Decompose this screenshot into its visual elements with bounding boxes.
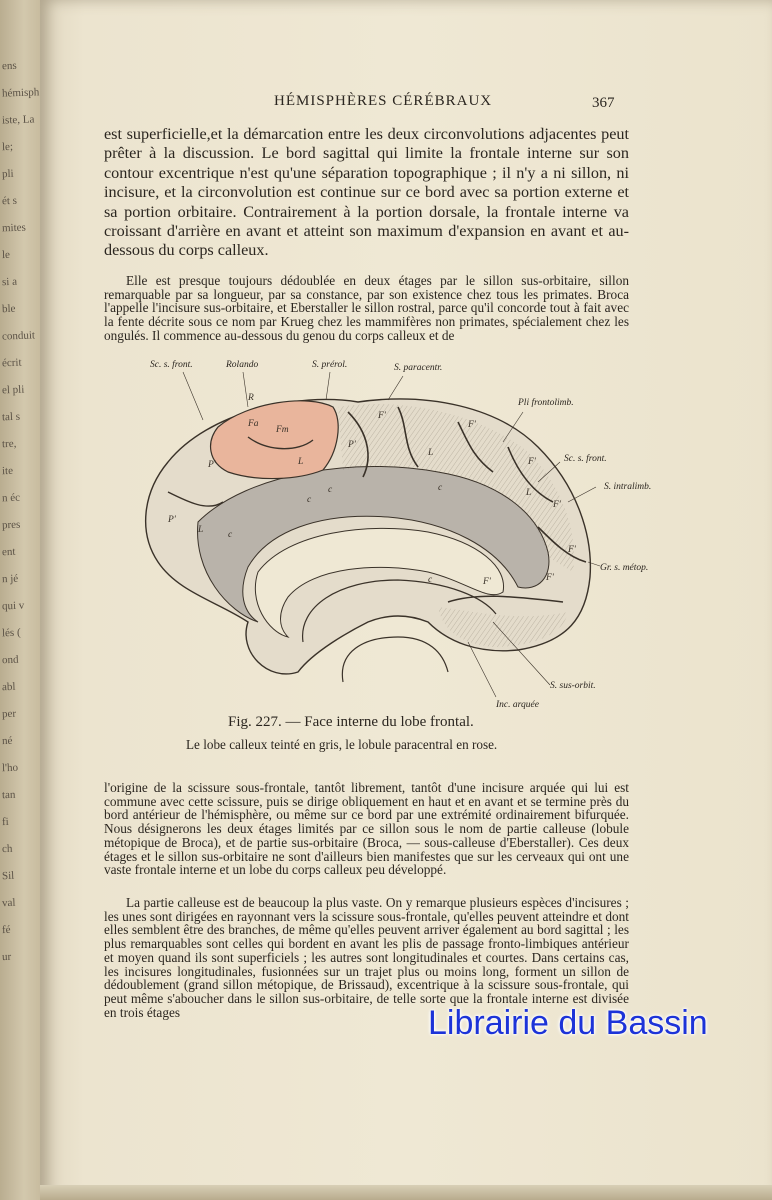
label-s-intralimb: S. intralimb. — [604, 482, 652, 492]
label-inc-arquee: Inc. arquée — [496, 700, 539, 710]
prev-page-fragment: tan — [1, 788, 16, 802]
figure-letter: P' — [208, 460, 216, 470]
prev-page-fragment: ond — [1, 653, 19, 667]
book-page — [40, 0, 772, 1200]
prev-page-fragment: ur — [1, 950, 12, 964]
prev-page-fragment: per — [1, 707, 17, 721]
figure-letter: Fm — [276, 425, 289, 435]
paragraph-text: est superficielle,et la démarcation entre les deux circonvolutions adjacentes peut prêter à la discussion. Le bord sagittal qui limite la frontale interne sur son contour excentrique n'est qu'une séparation topographique ; il n'y a ni sillon, ni incisure, et la circonvolution est continue sur ce bord avec sa portion externe et sa portion orbitaire. Contrairement à la portion dorsale, la frontale interne va croissant d'arrière en avant et atteint son maximum d'expansion en avant et au-dessous du corps calleux. — [104, 125, 629, 260]
prev-page-fragment: hémisph — [1, 86, 40, 100]
brain-illustration — [98, 352, 658, 712]
label-rolando: Rolando — [226, 360, 259, 370]
prev-page-fragment: n éc — [1, 491, 21, 505]
prev-page-fragment: ens — [1, 59, 17, 73]
figure-letter: Fa — [248, 419, 259, 429]
page-bottom-edge — [40, 1185, 772, 1200]
paracentral-lobule — [211, 401, 339, 479]
prev-page-fragment: val — [1, 896, 16, 910]
figure-caption: Fig. 227. — Face interne du lobe frontal. — [228, 714, 474, 730]
opening-paragraph — [104, 125, 629, 261]
figure-letter: c — [328, 485, 333, 495]
paragraph-text: La partie calleuse est de beaucoup la plus vaste. On y remarque plusieurs espèces d'incisures ; les unes sont dirigées en rayonnant vers la scissure sous-frontale, qu'elles peuvent atteindre et dont elles semblent être des branches, de même qu'elles peuvent arriver également au bord sagittal ; les plus remarquables sont celles qui bordent en avant les plis de passage fronto-limbiques antérieur et moyen quand ils sont superficiels ; les autres sont longitudinales et courtes. Dans certains cas, les incisures longitudinales, fusionnées sur un trajet plus ou moins long, forment un sillon de dédoublement (grand sillon métopique, de Brissaud), excentrique à la scissure sous-frontale, qui peut même s'aboucher dans le sillon sus-orbitaire, de telle sorte que la frontale interne est divisée en trois étages — [104, 895, 629, 1020]
figure-letter: R — [248, 393, 254, 403]
small-print-paragraph-2 — [104, 781, 629, 877]
label-s-sus-orbit: S. sus-orbit. — [550, 681, 596, 691]
prev-page-fragment: fé — [1, 923, 11, 937]
label-sc-s-front-left: Sc. s. front. — [150, 360, 193, 370]
prev-page-fragment: mites — [1, 221, 27, 235]
label-s-paracentr: S. paracentr. — [394, 363, 443, 373]
previous-page-edge — [0, 0, 40, 1200]
prev-page-fragment: si a — [1, 275, 18, 289]
prev-page-fragment: pres — [1, 518, 21, 532]
paragraph-text: Elle est presque toujours dédoublée en deux étages par le sillon sus-orbitaire, sillon remarquable par sa longueur, par sa constance, par son existence chez tous les primates. Broca l'appelle l'incisure sus-orbitaire, et Eberstaller le sillon rostral, parce qu'il concorde tout à fait avec la fente décrite sous ce nom par Krueg chez les mammifères non primates, spécialement chez les ongulés. Il commence au-dessous du genou du corps calleux et de — [104, 273, 629, 343]
prev-page-fragment: né — [1, 734, 13, 748]
figure-letter: P' — [348, 440, 356, 450]
prev-page-fragment: le; — [1, 140, 14, 154]
prev-page-fragment: lés ( — [1, 626, 21, 640]
figure-letter: F' — [553, 500, 561, 510]
small-print-paragraph-1 — [104, 274, 629, 343]
figure-letter: F' — [528, 457, 536, 467]
figure-letter: c — [428, 575, 433, 585]
label-s-prerol: S. prérol. — [312, 360, 348, 370]
prev-page-fragment: l'ho — [1, 761, 19, 775]
prev-page-fragment: ent — [1, 545, 16, 559]
paragraph-text: l'origine de la scissure sous-frontale, tantôt librement, tantôt d'une incisure arquée qui lui est commune avec cette scissure, puis se dirige obliquement en haut et en avant et se termine près du bord antérieur de l'hémisphère, ou même sur ce bord par une extrémité ordinairement bifurquée. Nous désignerons les deux étages limités par ce sillon sous le nom de partie calleuse (lobule métopique de Broca), et de partie sus-orbitaire (Broca, — sous-calleuse d'Eberstaller). Ces deux étages et le sillon sus-orbitaire ne sont d'ailleurs bien manifestes que sur les cerveaux qui ont une vaste frontale interne et un lobe du corps calleux peu développé. — [104, 780, 629, 878]
label-sc-s-front-right: Sc. s. front. — [564, 454, 607, 464]
figure-letter: c — [307, 495, 312, 505]
figure-letter: F' — [568, 545, 576, 555]
figure-letter: c — [228, 530, 233, 540]
prev-page-fragment: fi — [1, 815, 9, 829]
figure-letter: L — [298, 457, 304, 467]
watermark: Librairie du Bassin — [428, 1004, 708, 1042]
prev-page-fragment: tre, — [1, 437, 17, 451]
prev-page-fragment: le — [1, 248, 11, 262]
running-title: HÉMISPHÈRES CÉRÉBRAUX — [274, 93, 493, 109]
prev-page-fragment: pli — [1, 167, 14, 181]
figure-letter: c — [438, 483, 443, 493]
figure-caption-subtitle: Le lobe calleux teinté en gris, le lobule paracentral en rose. — [186, 737, 498, 752]
prev-page-fragment: iste, La — [1, 113, 35, 127]
brain-figure — [98, 352, 658, 712]
prev-page-fragment: el pli — [1, 383, 25, 397]
prev-page-fragment: ite — [1, 464, 14, 478]
label-pli-frontolimb: Pli frontolimb. — [518, 398, 574, 408]
prev-page-fragment: abl — [1, 680, 16, 694]
figure-letter: P' — [168, 515, 176, 525]
prev-page-fragment: ch — [1, 842, 13, 856]
prev-page-fragment: tal s — [1, 410, 21, 424]
page-number: 367 — [592, 95, 615, 111]
figure-letter: F' — [468, 420, 476, 430]
label-gr-s-metop: Gr. s. métop. — [600, 563, 649, 573]
figure-letter: F' — [546, 573, 554, 583]
prev-page-fragment: n jé — [1, 572, 19, 586]
prev-page-fragment: écrit — [1, 356, 22, 370]
prev-page-fragment: Sil — [1, 869, 15, 883]
prev-page-fragment: conduit — [1, 329, 36, 343]
figure-letter: F' — [378, 411, 386, 421]
fornix-arc — [342, 637, 448, 682]
figure-letter: L — [198, 525, 204, 535]
prev-page-fragment: ble — [1, 302, 16, 316]
prev-page-fragment: ét s — [1, 194, 18, 208]
figure-letter: F' — [483, 577, 491, 587]
small-print-paragraph-3 — [104, 896, 629, 1019]
prev-page-fragment: qui v — [1, 599, 25, 613]
running-head — [40, 93, 772, 115]
figure-letter: L — [428, 448, 434, 458]
figure-letter: L — [526, 488, 532, 498]
